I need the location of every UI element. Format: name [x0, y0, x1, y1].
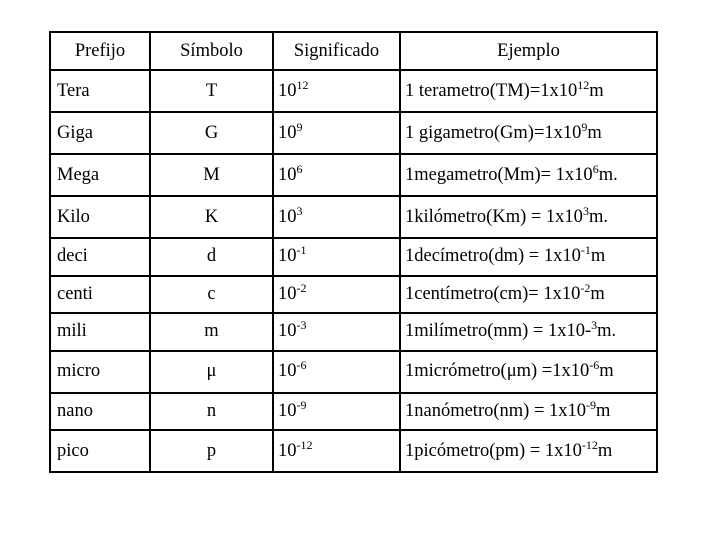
example-text: 1 terametro(TM)=1x10 — [405, 80, 578, 101]
example-text: 1milímetro(mm) = 1x10- — [405, 321, 592, 342]
example-exponent: -2 — [580, 280, 591, 295]
prefix-cell: mili — [50, 313, 150, 351]
example-exponent: 12 — [577, 77, 590, 92]
meaning-cell — [273, 351, 400, 393]
example-unit: m — [589, 80, 604, 101]
example-cell — [400, 393, 657, 431]
meaning-cell — [273, 70, 400, 112]
symbol-cell: K — [150, 196, 273, 238]
meaning-exponent: -6 — [296, 358, 307, 372]
header-row — [50, 32, 657, 70]
prefix-cell: nano — [50, 393, 150, 431]
meaning-cell — [273, 238, 400, 276]
meaning-cell — [273, 196, 400, 238]
prefix-cell: centi — [50, 276, 150, 314]
example-exponent: 6 — [592, 161, 599, 176]
example-text: 1centímetro(cm)= 1x10 — [405, 283, 581, 304]
table-row — [50, 238, 657, 276]
meaning-cell — [273, 313, 400, 351]
prefix-cell: micro — [50, 351, 150, 393]
table-row — [50, 154, 657, 196]
prefix-cell: Giga — [50, 112, 150, 154]
example-exponent: 9 — [581, 119, 588, 134]
symbol-cell: c — [150, 276, 273, 314]
table-row — [50, 276, 657, 314]
meaning-exponent: 6 — [296, 161, 303, 176]
meaning-base: 10 — [278, 361, 297, 381]
table-row — [50, 112, 657, 154]
meaning-base: 10 — [278, 206, 297, 227]
meaning-base: 10 — [278, 440, 297, 461]
example-cell — [400, 430, 657, 472]
example-unit: m — [596, 400, 611, 421]
prefix-cell: pico — [50, 430, 150, 472]
example-cell — [400, 276, 657, 314]
meaning-base: 10 — [278, 246, 297, 267]
table-row — [50, 430, 657, 472]
example-unit: m. — [597, 321, 617, 342]
example-cell — [400, 112, 657, 154]
table-row — [50, 351, 657, 393]
meaning-cell — [273, 276, 400, 314]
example-unit: m — [590, 246, 606, 267]
meaning-base: 10 — [278, 283, 297, 304]
example-text: 1kilómetro(Km) = 1x10 — [405, 206, 583, 227]
header-significado: Significado — [273, 32, 400, 70]
example-exponent: -6 — [589, 358, 600, 372]
symbol-cell: d — [150, 238, 273, 276]
example-cell — [400, 154, 657, 196]
example-unit: m. — [598, 164, 618, 185]
meaning-cell — [273, 393, 400, 431]
example-text: 1megametro(Mm)= 1x10 — [405, 164, 593, 185]
meaning-cell — [273, 112, 400, 154]
example-text: 1decímetro(dm) = 1x10 — [405, 246, 581, 267]
meaning-exponent: 9 — [296, 119, 303, 134]
prefix-cell: deci — [50, 238, 150, 276]
symbol-cell: μ — [150, 351, 273, 393]
table-row — [50, 313, 657, 351]
example-unit: m. — [588, 206, 608, 227]
example-text: 1nanómetro(nm) = 1x10 — [405, 400, 587, 421]
example-text: 1 gigametro(Gm)=1x10 — [405, 122, 582, 143]
meaning-cell — [273, 154, 400, 196]
prefix-cell: Mega — [50, 154, 150, 196]
symbol-cell: m — [150, 313, 273, 351]
example-cell — [400, 70, 657, 112]
example-cell — [400, 196, 657, 238]
symbol-cell: n — [150, 393, 273, 431]
meaning-base: 10 — [278, 80, 297, 101]
prefix-cell: Tera — [50, 70, 150, 112]
meaning-base: 10 — [278, 122, 297, 143]
meaning-base: 10 — [278, 321, 297, 342]
table-row — [50, 393, 657, 431]
meaning-exponent: -12 — [296, 437, 313, 452]
symbol-cell: p — [150, 430, 273, 472]
example-unit: m — [599, 361, 614, 381]
symbol-cell: T — [150, 70, 273, 112]
example-exponent: -1 — [580, 243, 591, 258]
symbol-cell: M — [150, 154, 273, 196]
example-text: 1picómetro(pm) = 1x10 — [405, 440, 582, 461]
header-ejemplo: Ejemplo — [400, 32, 657, 70]
meaning-exponent: -1 — [296, 243, 307, 258]
example-exponent: 3 — [591, 318, 598, 333]
example-unit: m — [597, 440, 613, 461]
example-text: 1micrómetro(μm) =1x10 — [405, 361, 590, 381]
meaning-base: 10 — [278, 164, 297, 185]
example-unit: m — [590, 283, 605, 304]
table-row — [50, 196, 657, 238]
prefix-cell: Kilo — [50, 196, 150, 238]
example-unit: m — [587, 122, 602, 143]
header-prefijo: Prefijo — [50, 32, 150, 70]
meaning-exponent: -3 — [296, 318, 307, 333]
symbol-cell: G — [150, 112, 273, 154]
example-cell — [400, 351, 657, 393]
example-cell — [400, 313, 657, 351]
meaning-base: 10 — [278, 400, 297, 421]
meaning-exponent: -2 — [296, 280, 307, 295]
table-row — [50, 70, 657, 112]
prefix-table — [49, 31, 658, 473]
example-exponent: -9 — [586, 397, 597, 412]
meaning-cell — [273, 430, 400, 472]
header-simbolo: Símbolo — [150, 32, 273, 70]
meaning-exponent: 12 — [296, 77, 309, 92]
example-cell — [400, 238, 657, 276]
example-exponent: 3 — [582, 203, 589, 218]
table-body — [50, 70, 657, 472]
example-exponent: -12 — [581, 437, 598, 452]
meaning-exponent: 3 — [296, 203, 303, 218]
meaning-exponent: -9 — [296, 397, 307, 412]
